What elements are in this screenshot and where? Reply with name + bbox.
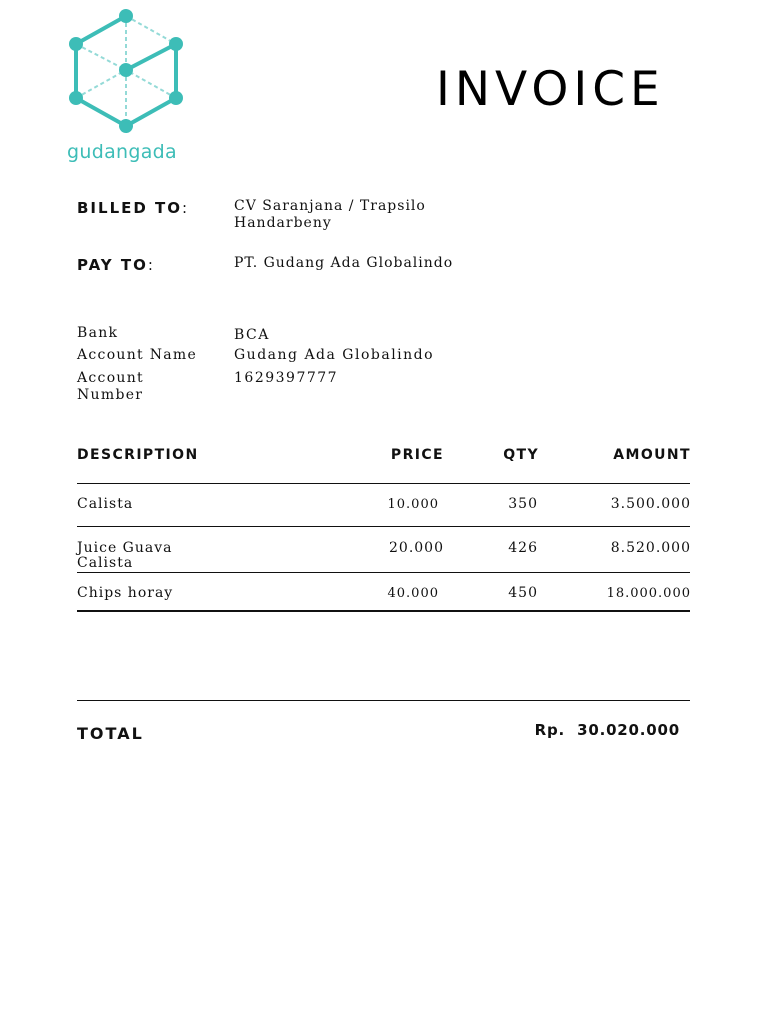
account-name-label: Account Name	[77, 347, 198, 363]
column-header-qty: QTY	[503, 447, 539, 463]
invoice-title: INVOICE	[436, 62, 665, 117]
row-3-qty: 450	[508, 585, 538, 601]
account-number-value: 1629397777	[234, 370, 339, 386]
row-3-price: 40.000	[387, 586, 439, 601]
row-divider	[77, 526, 690, 527]
row-3-description: Chips horay	[77, 585, 174, 601]
row-3-amount: 18.000.000	[606, 586, 691, 601]
row-1-amount: 3.500.000	[610, 496, 691, 512]
total-divider	[77, 700, 690, 701]
row-2-description	[77, 541, 173, 571]
row-2-description-line: Calista	[77, 555, 134, 571]
column-header-amount: AMOUNT	[613, 447, 691, 463]
total-value: Rp. 30.020.000	[534, 721, 680, 739]
row-2-qty: 426	[508, 540, 538, 556]
billed-to-label: BILLED TO:	[77, 199, 190, 217]
pay-to-value: PT. Gudang Ada Globalindo	[234, 255, 454, 271]
row-divider	[77, 572, 690, 573]
gudangada-logo-icon	[66, 8, 188, 136]
bank-value: BCA	[234, 327, 270, 343]
row-2-amount: 8.520.000	[610, 540, 691, 556]
brand-name: gudangada	[67, 141, 177, 163]
account-number-label	[77, 370, 144, 404]
total-label: TOTAL	[77, 724, 144, 743]
row-1-qty: 350	[508, 496, 538, 512]
account-number-label-line: Account	[77, 370, 144, 386]
account-name-value: Gudang Ada Globalindo	[234, 347, 435, 363]
column-header-description: DESCRIPTION	[77, 447, 199, 463]
billed-to-line: CV Saranjana / Trapsilo	[234, 198, 426, 214]
billed-to-value	[234, 198, 426, 232]
pay-to-label: PAY TO:	[77, 256, 155, 274]
account-number-label-line: Number	[77, 387, 144, 403]
table-header-divider	[77, 483, 690, 484]
row-2-price: 20.000	[389, 540, 444, 556]
bank-label: Bank	[77, 325, 119, 341]
billed-to-line: Handarbeny	[234, 215, 332, 231]
column-header-price: PRICE	[390, 447, 444, 463]
row-1-price: 10.000	[387, 497, 439, 512]
row-2-description-line: Juice Guava	[77, 540, 173, 556]
row-1-description: Calista	[77, 496, 134, 512]
table-bottom-divider	[77, 610, 690, 612]
